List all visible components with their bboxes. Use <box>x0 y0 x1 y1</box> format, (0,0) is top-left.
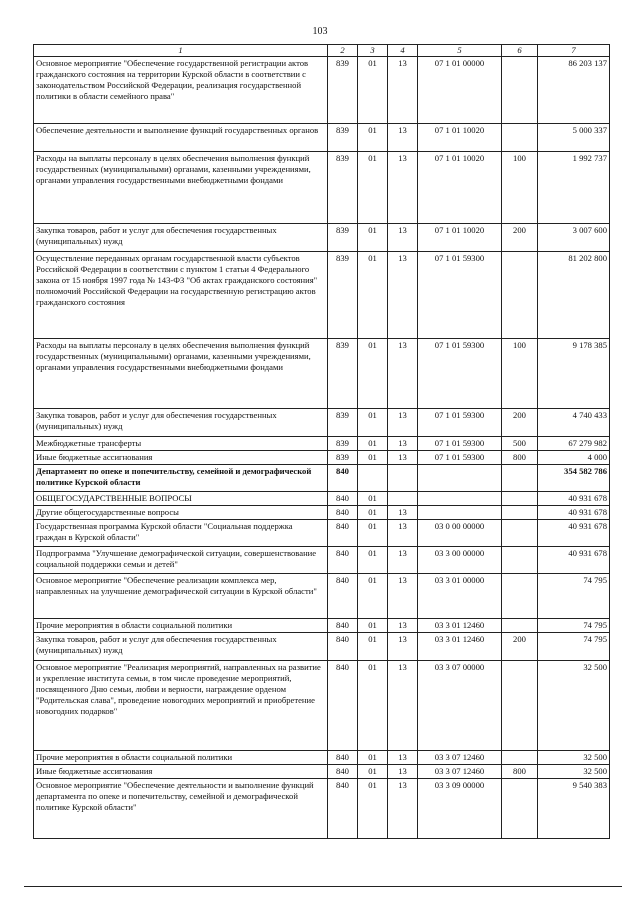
table-row <box>34 437 610 451</box>
row-grbs-cell: 840 <box>328 779 358 839</box>
row-subsection-cell: 13 <box>388 779 418 839</box>
row-grbs-cell: 839 <box>328 224 358 252</box>
row-expense-type-cell: 100 <box>502 339 538 409</box>
table-row <box>34 492 610 506</box>
row-subsection-cell: 13 <box>388 547 418 574</box>
row-target-item-cell <box>418 465 502 492</box>
row-amount-cell: 40 931 678 <box>538 547 610 574</box>
row-section-cell: 01 <box>358 779 388 839</box>
row-grbs-cell: 840 <box>328 661 358 751</box>
row-grbs-cell: 840 <box>328 765 358 779</box>
row-section-cell <box>358 465 388 492</box>
row-section-cell: 01 <box>358 633 388 661</box>
row-name-cell: Прочие мероприятия в области социальной политики <box>34 619 328 633</box>
row-amount-cell: 1 992 737 <box>538 152 610 224</box>
row-section-cell: 01 <box>358 547 388 574</box>
row-amount-cell: 3 007 600 <box>538 224 610 252</box>
row-subsection-cell: 13 <box>388 124 418 152</box>
row-target-item-cell: 03 3 07 00000 <box>418 661 502 751</box>
row-grbs-cell: 840 <box>328 751 358 765</box>
table-row <box>34 252 610 339</box>
row-amount-cell: 9 178 385 <box>538 339 610 409</box>
row-target-item-cell: 03 3 01 12460 <box>418 619 502 633</box>
row-target-item-cell: 07 1 01 10020 <box>418 224 502 252</box>
row-subsection-cell: 13 <box>388 57 418 124</box>
table-row <box>34 751 610 765</box>
row-amount-cell: 67 279 982 <box>538 437 610 451</box>
table-row <box>34 574 610 619</box>
row-target-item-cell: 03 0 00 00000 <box>418 520 502 547</box>
row-amount-cell: 354 582 786 <box>538 465 610 492</box>
row-subsection-cell <box>388 492 418 506</box>
row-subsection-cell: 13 <box>388 224 418 252</box>
row-grbs-cell: 839 <box>328 252 358 339</box>
row-expense-type-cell <box>502 574 538 619</box>
row-subsection-cell: 13 <box>388 633 418 661</box>
table-row <box>34 451 610 465</box>
row-target-item-cell: 03 3 01 12460 <box>418 633 502 661</box>
row-section-cell: 01 <box>358 765 388 779</box>
row-expense-type-cell: 200 <box>502 224 538 252</box>
table-row <box>34 520 610 547</box>
budget-table <box>33 44 610 839</box>
table-row <box>34 779 610 839</box>
row-subsection-cell: 13 <box>388 751 418 765</box>
row-expense-type-cell: 800 <box>502 451 538 465</box>
row-target-item-cell: 03 3 07 12460 <box>418 765 502 779</box>
table-row <box>34 124 610 152</box>
row-expense-type-cell <box>502 619 538 633</box>
row-grbs-cell: 839 <box>328 152 358 224</box>
row-grbs-cell: 839 <box>328 409 358 437</box>
row-name-cell: Осуществление переданных органам государственной власти субъектов Российской Федерации в соответствии с пунктом 1 статьи 4 Федерального закона от 15 ноября 1997 года № 143-ФЗ "Об актах гражданского состояния" полномочий Российской Федерации на государственную регистрацию актов гражданского состояния <box>34 252 328 339</box>
row-section-cell: 01 <box>358 152 388 224</box>
row-expense-type-cell: 100 <box>502 152 538 224</box>
row-grbs-cell: 840 <box>328 619 358 633</box>
col-header-section: 3 <box>358 45 388 57</box>
row-amount-cell: 32 500 <box>538 765 610 779</box>
row-target-item-cell: 03 3 00 00000 <box>418 547 502 574</box>
row-section-cell: 01 <box>358 520 388 547</box>
row-amount-cell: 86 203 137 <box>538 57 610 124</box>
table-row <box>34 465 610 492</box>
row-target-item-cell: 07 1 01 59300 <box>418 409 502 437</box>
row-target-item-cell: 07 1 01 59300 <box>418 451 502 465</box>
row-subsection-cell: 13 <box>388 506 418 520</box>
row-section-cell: 01 <box>358 492 388 506</box>
row-expense-type-cell <box>502 520 538 547</box>
row-amount-cell: 74 795 <box>538 619 610 633</box>
row-amount-cell: 5 000 337 <box>538 124 610 152</box>
row-name-cell: Иные бюджетные ассигнования <box>34 451 328 465</box>
row-name-cell: ОБЩЕГОСУДАРСТВЕННЫЕ ВОПРОСЫ <box>34 492 328 506</box>
row-subsection-cell: 13 <box>388 437 418 451</box>
row-name-cell: Закупка товаров, работ и услуг для обеспечения государственных (муниципальных) нужд <box>34 224 328 252</box>
table-row <box>34 224 610 252</box>
row-subsection-cell: 13 <box>388 619 418 633</box>
row-amount-cell: 81 202 800 <box>538 252 610 339</box>
row-expense-type-cell: 800 <box>502 765 538 779</box>
row-grbs-cell: 839 <box>328 451 358 465</box>
row-subsection-cell: 13 <box>388 520 418 547</box>
row-grbs-cell: 840 <box>328 633 358 661</box>
row-subsection-cell: 13 <box>388 451 418 465</box>
row-target-item-cell: 03 3 09 00000 <box>418 779 502 839</box>
row-name-cell: Обеспечение деятельности и выполнение функций государственных органов <box>34 124 328 152</box>
table-row <box>34 765 610 779</box>
row-amount-cell: 32 500 <box>538 661 610 751</box>
row-grbs-cell: 840 <box>328 465 358 492</box>
row-grbs-cell: 839 <box>328 57 358 124</box>
row-amount-cell: 74 795 <box>538 633 610 661</box>
row-target-item-cell: 07 1 01 59300 <box>418 339 502 409</box>
row-name-cell: Департамент по опеке и попечительству, семейной и демографической политике Курской области <box>34 465 328 492</box>
col-header-name: 1 <box>34 45 328 57</box>
row-section-cell: 01 <box>358 437 388 451</box>
row-expense-type-cell: 500 <box>502 437 538 451</box>
row-grbs-cell: 840 <box>328 574 358 619</box>
row-amount-cell: 40 931 678 <box>538 520 610 547</box>
row-target-item-cell: 03 3 07 12460 <box>418 751 502 765</box>
row-name-cell: Расходы на выплаты персоналу в целях обеспечения выполнения функций государственных (муниципальными) органами, казенными учреждениями, органами управления государственными внебюджетными фондами <box>34 152 328 224</box>
row-target-item-cell <box>418 506 502 520</box>
row-target-item-cell: 07 1 01 00000 <box>418 57 502 124</box>
row-name-cell: Межбюджетные трансферты <box>34 437 328 451</box>
row-name-cell: Основное мероприятие "Обеспечение деятельности и выполнение функций департамента по опеке и попечительству, семейной и демографической политике Курской области" <box>34 779 328 839</box>
row-amount-cell: 74 795 <box>538 574 610 619</box>
row-name-cell: Расходы на выплаты персоналу в целях обеспечения выполнения функций государственных (муниципальными) органами, казенными учреждениями, органами управления государственными внебюджетными фондами <box>34 339 328 409</box>
col-header-target-item: 5 <box>418 45 502 57</box>
footer-rule <box>24 886 622 887</box>
table-row <box>34 57 610 124</box>
table-row <box>34 409 610 437</box>
row-section-cell: 01 <box>358 224 388 252</box>
row-subsection-cell <box>388 465 418 492</box>
row-subsection-cell: 13 <box>388 409 418 437</box>
table-row <box>34 661 610 751</box>
table-header-row <box>34 45 610 57</box>
row-amount-cell: 40 931 678 <box>538 506 610 520</box>
row-amount-cell: 40 931 678 <box>538 492 610 506</box>
row-subsection-cell: 13 <box>388 252 418 339</box>
row-expense-type-cell <box>502 124 538 152</box>
row-grbs-cell: 840 <box>328 492 358 506</box>
row-expense-type-cell: 200 <box>502 633 538 661</box>
row-name-cell: Закупка товаров, работ и услуг для обеспечения государственных (муниципальных) нужд <box>34 633 328 661</box>
row-target-item-cell <box>418 492 502 506</box>
row-subsection-cell: 13 <box>388 574 418 619</box>
row-name-cell: Государственная программа Курской области "Социальная поддержка граждан в Курской области" <box>34 520 328 547</box>
row-expense-type-cell: 200 <box>502 409 538 437</box>
row-expense-type-cell <box>502 779 538 839</box>
row-name-cell: Основное мероприятие "Обеспечение государственной регистрации актов гражданского состояния на территории Курской области в соответствии с законодательством Российской Федерации, реализация государственной политики в области семейного права" <box>34 57 328 124</box>
col-header-grbs: 2 <box>328 45 358 57</box>
row-target-item-cell: 03 3 01 00000 <box>418 574 502 619</box>
row-section-cell: 01 <box>358 661 388 751</box>
row-amount-cell: 9 540 383 <box>538 779 610 839</box>
row-grbs-cell: 839 <box>328 437 358 451</box>
row-grbs-cell: 840 <box>328 506 358 520</box>
row-expense-type-cell <box>502 57 538 124</box>
row-section-cell: 01 <box>358 409 388 437</box>
row-section-cell: 01 <box>358 751 388 765</box>
row-section-cell: 01 <box>358 57 388 124</box>
row-grbs-cell: 839 <box>328 339 358 409</box>
row-expense-type-cell <box>502 506 538 520</box>
row-grbs-cell: 839 <box>328 124 358 152</box>
row-name-cell: Прочие мероприятия в области социальной политики <box>34 751 328 765</box>
row-name-cell: Закупка товаров, работ и услуг для обеспечения государственных (муниципальных) нужд <box>34 409 328 437</box>
row-section-cell: 01 <box>358 506 388 520</box>
row-expense-type-cell <box>502 661 538 751</box>
row-target-item-cell: 07 1 01 10020 <box>418 152 502 224</box>
table-row <box>34 506 610 520</box>
page-number: 103 <box>312 26 328 37</box>
row-section-cell: 01 <box>358 451 388 465</box>
row-section-cell: 01 <box>358 339 388 409</box>
row-subsection-cell: 13 <box>388 152 418 224</box>
row-amount-cell: 4 000 <box>538 451 610 465</box>
table-row <box>34 633 610 661</box>
table-row <box>34 339 610 409</box>
row-subsection-cell: 13 <box>388 339 418 409</box>
col-header-subsection: 4 <box>388 45 418 57</box>
col-header-expense-type: 6 <box>502 45 538 57</box>
row-name-cell: Иные бюджетные ассигнования <box>34 765 328 779</box>
row-target-item-cell: 07 1 01 59300 <box>418 252 502 339</box>
row-expense-type-cell <box>502 465 538 492</box>
row-amount-cell: 32 500 <box>538 751 610 765</box>
row-expense-type-cell <box>502 547 538 574</box>
row-expense-type-cell <box>502 252 538 339</box>
row-target-item-cell: 07 1 01 10020 <box>418 124 502 152</box>
table-row <box>34 619 610 633</box>
row-name-cell: Подпрограмма "Улучшение демографической ситуации, совершенствование социальной поддержки семьи и детей" <box>34 547 328 574</box>
table-row <box>34 547 610 574</box>
row-subsection-cell: 13 <box>388 661 418 751</box>
row-expense-type-cell <box>502 751 538 765</box>
row-section-cell: 01 <box>358 574 388 619</box>
row-section-cell: 01 <box>358 252 388 339</box>
row-expense-type-cell <box>502 492 538 506</box>
row-target-item-cell: 07 1 01 59300 <box>418 437 502 451</box>
row-subsection-cell: 13 <box>388 765 418 779</box>
table-row <box>34 152 610 224</box>
row-name-cell: Другие общегосударственные вопросы <box>34 506 328 520</box>
row-name-cell: Основное мероприятие "Реализация мероприятий, направленных на развитие и укрепление института семьи, в том числе проведение мероприятий, посвященного Дню семьи, любви и верности, награждение орденом "Родительская слава", проведение новогодних мероприятий и приобретение новогодних подарков" <box>34 661 328 751</box>
row-amount-cell: 4 740 433 <box>538 409 610 437</box>
row-section-cell: 01 <box>358 619 388 633</box>
row-grbs-cell: 840 <box>328 547 358 574</box>
row-section-cell: 01 <box>358 124 388 152</box>
row-grbs-cell: 840 <box>328 520 358 547</box>
col-header-amount: 7 <box>538 45 610 57</box>
row-name-cell: Основное мероприятие "Обеспечение реализации комплекса мер, направленных на улучшение демографической ситуации в Курской области" <box>34 574 328 619</box>
